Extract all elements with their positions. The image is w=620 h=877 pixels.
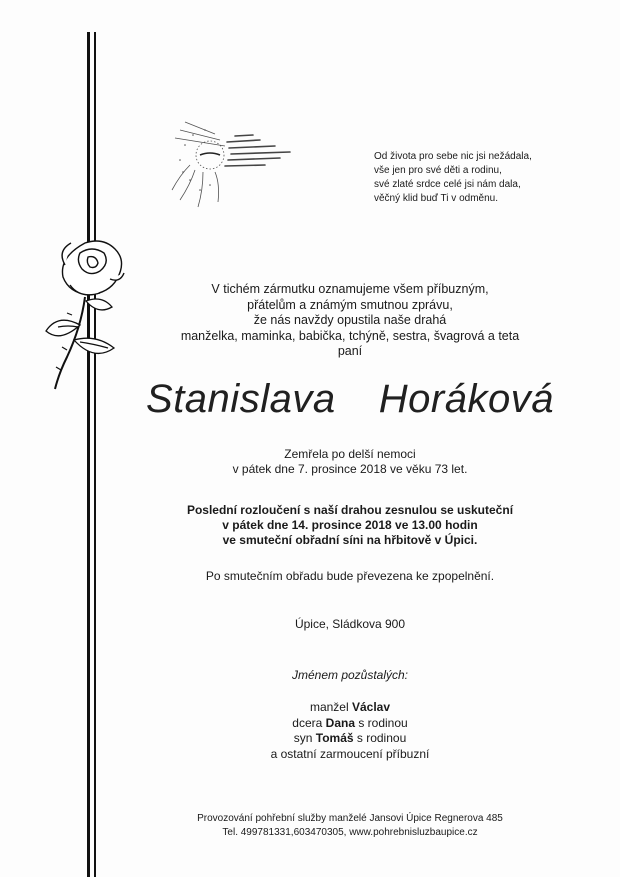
- poem: [374, 150, 544, 206]
- mourner-row: [150, 700, 550, 716]
- poem-line: své zlaté srdce celé jsi nám dala,: [374, 179, 521, 190]
- setting-sun-icon: [165, 110, 305, 220]
- announcement-line: že nás navždy opustila naše drahá: [253, 313, 447, 327]
- mourner-name: Václav: [351, 700, 391, 714]
- announcement-line: paní: [337, 344, 363, 358]
- rose-icon: [40, 235, 135, 395]
- announcement-line: manželka, maminka, babička, tchýně, sestra, švagrová a teta: [180, 328, 520, 343]
- mourner-relation: syn: [293, 731, 316, 745]
- left-border-line-outer: [87, 32, 90, 877]
- poem-line: Od života pro sebe nic jsi nežádala,: [374, 151, 532, 162]
- mourner-row: [150, 731, 550, 747]
- mourner-relation: a ostatní zarmoucení příbuzní: [270, 746, 430, 761]
- mourner-row: [150, 747, 550, 763]
- cremation-note: Po smutečním obřadu bude převezena ke zpopelnění.: [205, 569, 495, 583]
- mourner-name: Tomáš: [315, 731, 354, 745]
- mourner-suffix: s rodinou: [353, 731, 407, 745]
- funeral-service-footer: [150, 812, 550, 840]
- mourner-relation: dcera: [292, 715, 326, 730]
- farewell-line: ve smuteční obřadní síni na hřbitově v Úpici.: [222, 533, 478, 547]
- farewell-details: [150, 503, 550, 548]
- death-info-line: v pátek dne 7. prosince 2018 ve věku 73 let.: [232, 462, 468, 476]
- announcement-text: [150, 282, 550, 360]
- footer-line: Provozování pohřební služby manželé Jansovi Úpice Regnerova 485: [197, 813, 503, 824]
- death-info: [150, 447, 550, 477]
- footer-contact: Tel. 499781331,603470305, www.pohrebnisluzbaupice.cz: [222, 827, 478, 838]
- mourner-suffix: s rodinou: [355, 715, 408, 730]
- death-info-line: Zemřela po delší nemoci: [284, 447, 416, 461]
- mourners-list: [150, 700, 550, 762]
- announcement-line: přátelům a známým smutnou zprávu,: [247, 297, 453, 312]
- poem-line: vše jen pro své děti a rodinu,: [374, 165, 502, 176]
- deceased-name: Stanislava Horáková: [146, 377, 554, 421]
- left-border-line-inner: [94, 32, 96, 877]
- address: Úpice, Sládkova 900: [294, 617, 406, 631]
- farewell-line: v pátek dne 14. prosince 2018 ve 13.00 hodin: [222, 518, 478, 532]
- poem-line: věčný klid buď Ti v odměnu.: [374, 193, 498, 204]
- mourner-name: Dana: [325, 715, 355, 730]
- mourner-relation: manžel: [309, 700, 352, 714]
- announcement-line: V tichém zármutku oznamujeme všem příbuzným,: [211, 282, 489, 296]
- farewell-line: Poslední rozloučení s naší drahou zesnulou se uskuteční: [186, 503, 514, 517]
- mourners-heading: Jménem pozůstalých:: [291, 668, 409, 682]
- mourner-row: [150, 716, 550, 732]
